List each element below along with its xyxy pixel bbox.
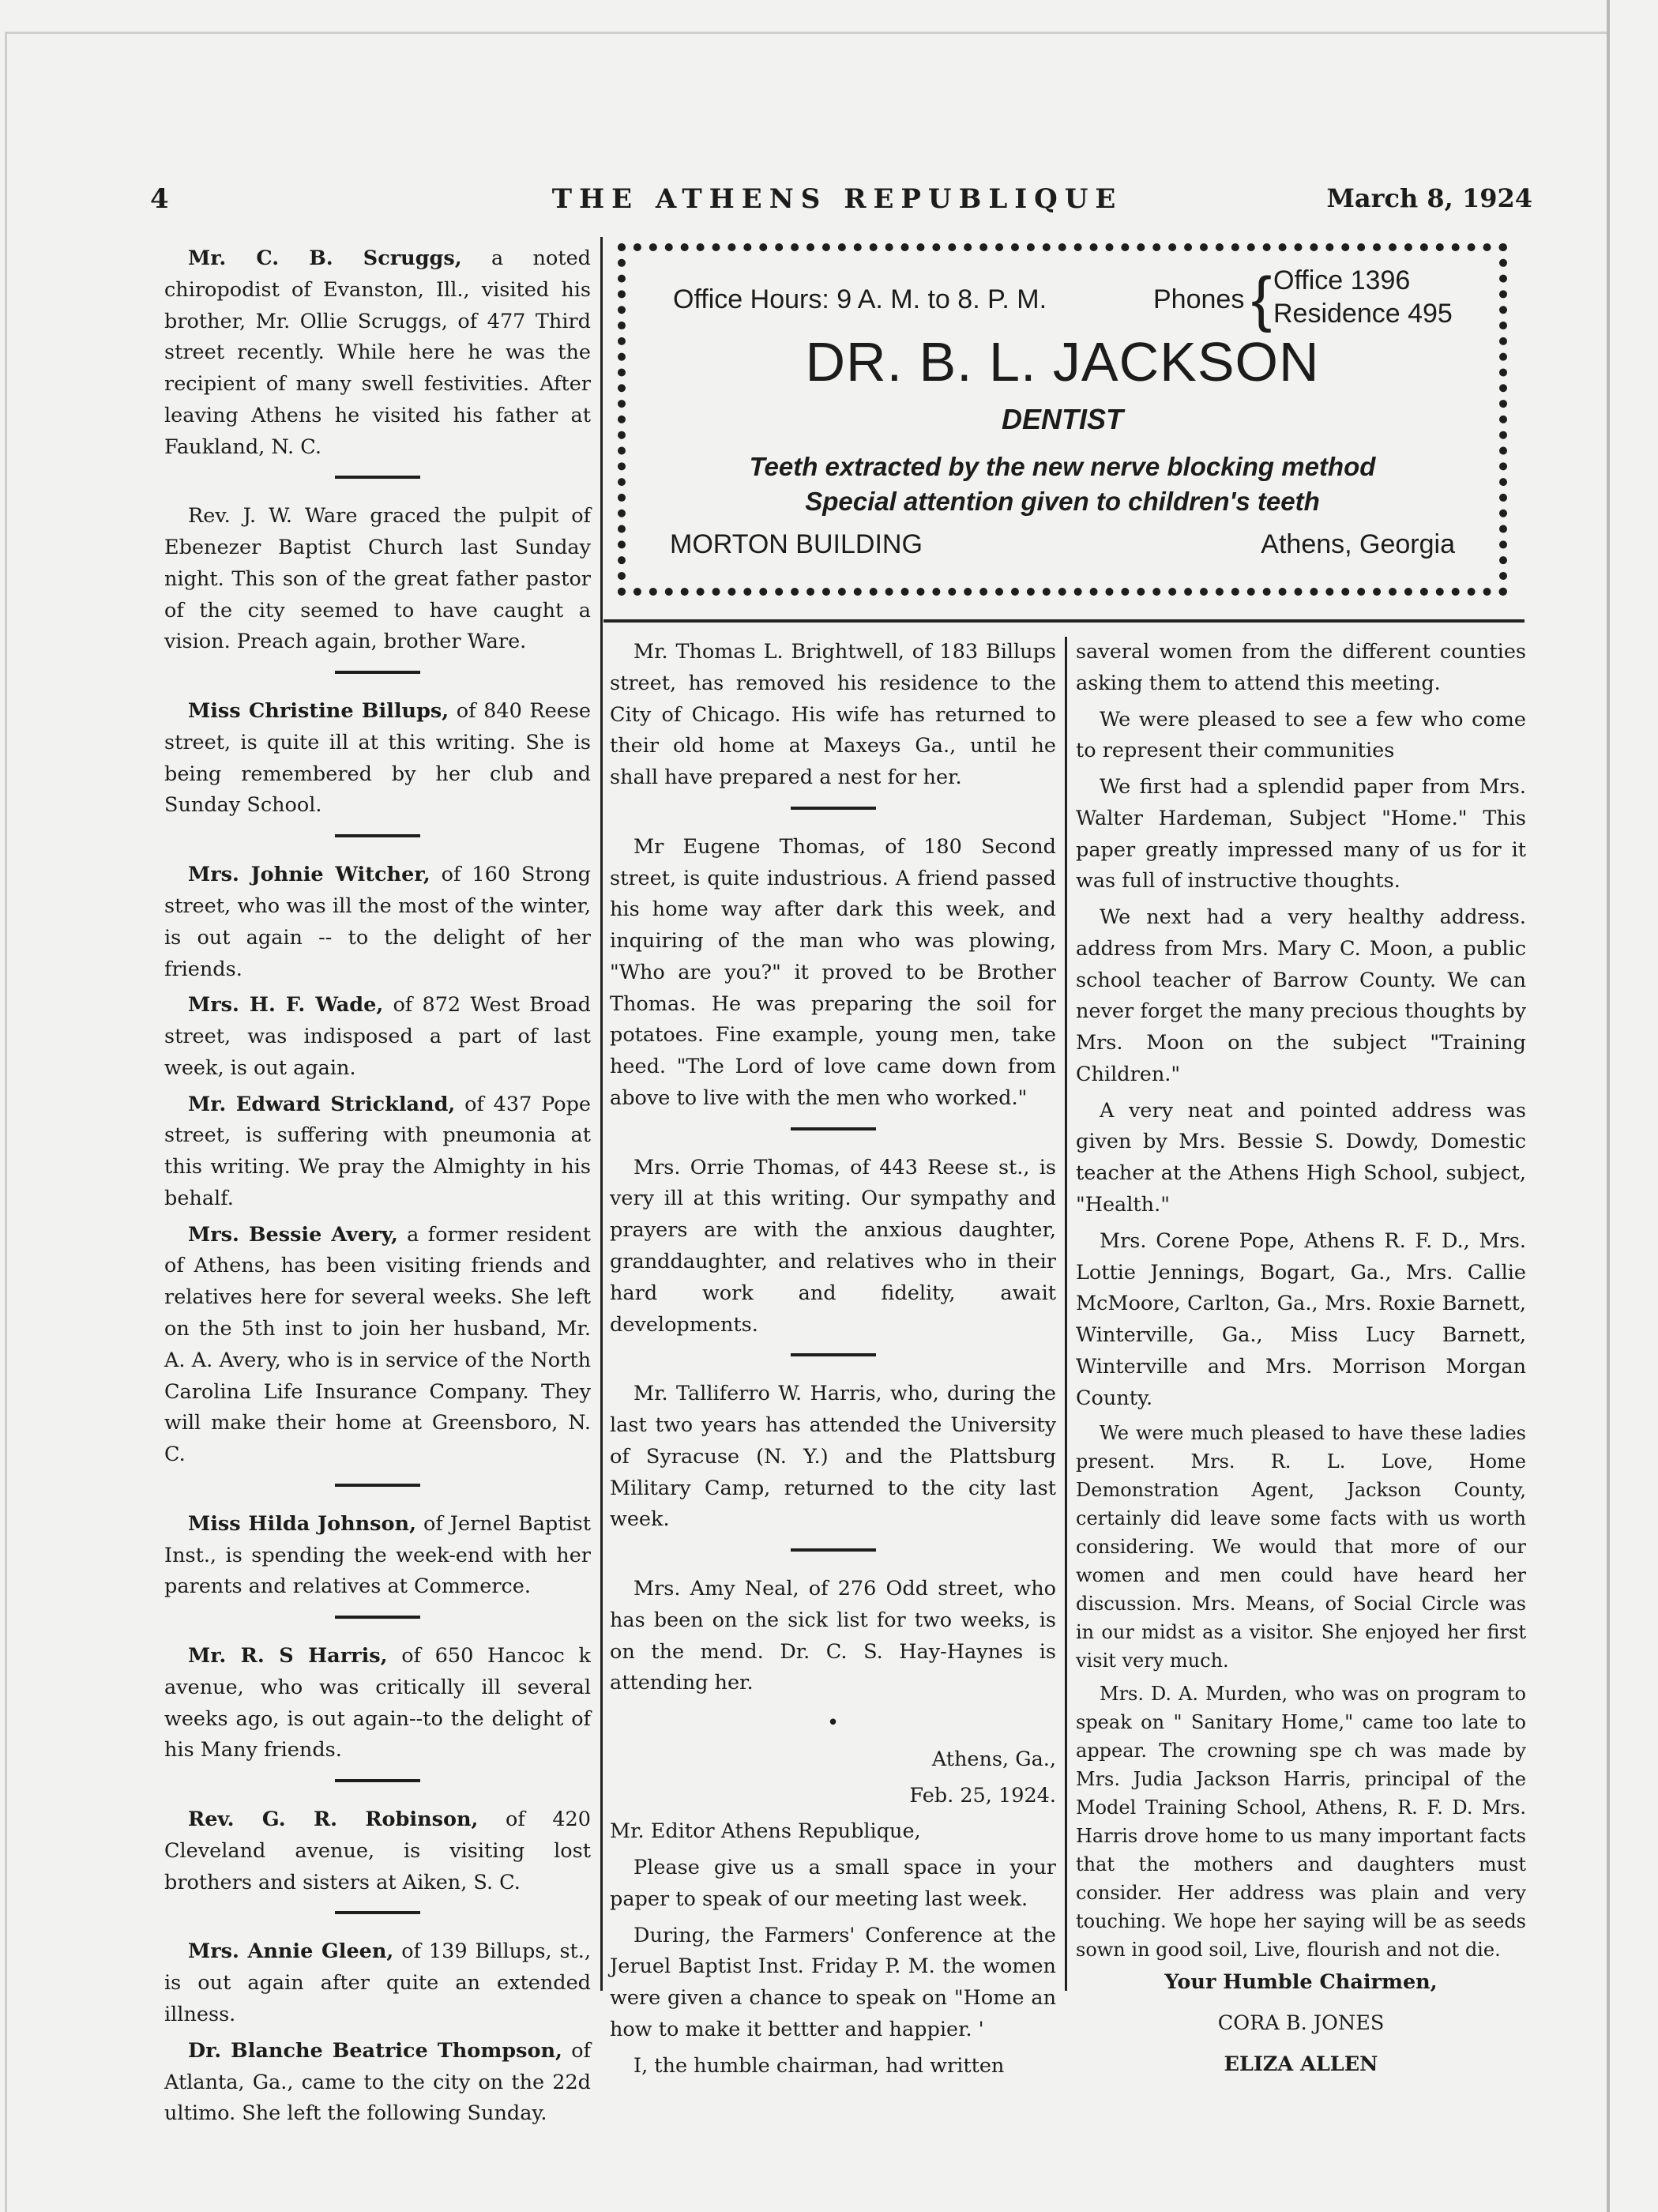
column-rule-1 [600, 237, 603, 1991]
column-rule-2 [1065, 637, 1067, 1991]
ad-phone-residence: Residence 495 [1273, 299, 1453, 329]
letter-date: Feb. 25, 1924. [909, 1783, 1056, 1808]
letter-signoff: Your Humble Chairmen, [1164, 1970, 1438, 1995]
ad-profession: DENTIST [1001, 403, 1123, 435]
item-brightwell: Mr. Thomas L. Brightwell, of 183 Billups street, has removed his residence to the City of Chicago. His wife has returned to their old home at Maxeys Ga., until he shall have prepared a nest for her. [610, 640, 1056, 790]
item-separator [791, 1353, 876, 1356]
item-amy-neal: Mrs. Amy Neal, of 276 Odd street, who has been on the sick list for two weeks, is on the mend. Dr. C. S. Hay-Haynes is attending her. [610, 1577, 1056, 1695]
letter-paragraph-1: Please give us a small space in your paper to speak of our meeting last week. [610, 1856, 1056, 1911]
item-witcher: Mrs. Johnie Witcher, of 160 Strong street, who was ill the most of the winter, is out again -- to the delight of her friends. [164, 863, 591, 981]
item-separator [335, 476, 420, 479]
item-johnson: Miss Hilda Johnson, of Jernel Baptist Inst., is spending the week-end with her parents and relatives at Commerce. [164, 1511, 591, 1599]
ad-city: Athens, Georgia [1261, 529, 1455, 559]
page-number: 4 [150, 183, 169, 215]
ad-phone-numbers [1273, 264, 1453, 330]
ad-dentist-name: DR. B. L. JACKSON [805, 331, 1320, 393]
column-2 [610, 637, 1056, 2086]
letter-continued-6: Mrs. Corene Pope, Athens R. F. D., Mrs. Lottie Jennings, Bogart, Ga., Mrs. Callie McMoore, Carlton, Ga., Mrs. Roxie Barnett, Winterville, Ga., Miss Lucy Barnett, Winterville and Mrs. Morrison Morgan County. [1076, 1228, 1526, 1410]
item-wade: Mrs. H. F. Wade, of 872 West Broad street, was indisposed a part of last week, is out again. [164, 993, 591, 1080]
letter-continued-2: We were pleased to see a few who come to represent their communities [1076, 707, 1526, 763]
letter-continued-1: saveral women from the different counties asking them to attend this meeting. [1076, 640, 1526, 695]
item-separator [791, 807, 876, 810]
item-robinson: Rev. G. R. Robinson, of 420 Cleveland avenue, is visiting lost brothers and sisters at Aiken, S. C. [164, 1808, 591, 1894]
column-3 [1076, 637, 1526, 2091]
masthead: THE ATHENS REPUBLIQUE [551, 183, 1123, 215]
item-billups: Miss Christine Billups, of 840 Reese street, is quite ill at this writing. She is being remembered by her club and Sunday School. [164, 699, 591, 818]
letter-paragraph-2: During, the Farmers' Conference at the Jeruel Baptist Inst. Friday P. M. the women were given a chance to speak on "Home an how to make it bettter and happier. ' [610, 1923, 1056, 2041]
page-edge-right [1607, 0, 1610, 2212]
ad-office-hours: Office Hours: 9 A. M. to 8. P. M. [673, 284, 1047, 314]
item-separator [791, 1548, 876, 1552]
letter-place: Athens, Ga., [931, 1747, 1056, 1771]
letter-continued-4: We next had a very healthy address. address from Mrs. Mary C. Moon, a public school teacher of Barrow County. We can never forget the many precious thoughts by Mrs. Moon on the subject "Training Children." [1076, 905, 1526, 1086]
ad-bottom-rule [603, 619, 1525, 623]
item-separator [335, 671, 420, 674]
item-avery: Mrs. Bessie Avery, a former resident of Athens, has been visiting friends and relatives here for several weeks. She left on the 5th inst to join her husband, Mr. A. A. Avery, who is in service of the North Carolina Life Insurance Company. They will make their home at Greensboro, N. C. [164, 1222, 591, 1467]
item-talliferro-harris: Mr. Talliferro W. Harris, who, during the last two years has attended the University of Syracuse (N. Y.) and the Plattsburg Military Camp, returned to the city last week. [610, 1382, 1056, 1532]
letter-signature-2: ELIZA ALLEN [1224, 2052, 1378, 2076]
dentist-advertisement [618, 243, 1507, 596]
ad-phone-office: Office 1396 [1273, 265, 1411, 295]
letter-continued-3: We first had a splendid paper from Mrs. Walter Hardeman, Subject "Home." This paper greatly impressed many of us for it was full of instructive thoughts. [1076, 775, 1526, 893]
letter-continued-8: Mrs. D. A. Murden, who was on program to speak on " Sanitary Home," came too late to appear. The crowning spe ch was made by Mrs. Judia Jackson Harris, principal of the Model Training School, Athens, R. F. D. Mrs. Harris drove home to us many important facts that the mothers and daughters must consider. Her address was plain and very touching. We hope her saying will be as seeds sown in good soil, Live, flourish and not die. [1076, 1683, 1526, 1962]
page-header [142, 183, 1532, 221]
item-thompson: Dr. Blanche Beatrice Thompson, of Atlanta, Ga., came to the city on the 22d ultimo. She left the following Sunday. [164, 2038, 591, 2126]
item-gleen: Mrs. Annie Gleen, of 139 Billups, st., is out again after quite an extended illness. [164, 1939, 591, 2026]
item-eugene-thomas: Mr Eugene Thomas, of 180 Second street, is quite industrious. A friend passed his home way after dark this week, and inquiring of the man who was plowing, "Who are you?" it proved to be Brother Thomas. He was preparing the soil for potatoes. Fine example, young men, take heed. "The Lord of love came down from above to live with the men who worked." [610, 834, 1056, 1110]
letter-continued-5: A very neat and pointed address was given by Mrs. Bessie S. Dowdy, Domestic teacher at the Athens High School, subject, "Health." [1076, 1098, 1526, 1217]
letter-paragraph-3: I, the humble chairman, had written [633, 2053, 1005, 2078]
item-ware: Rev. J. W. Ware graced the pulpit of Ebenezer Baptist Church last Sunday night. This son of the great father pastor of the city seemed to have caught a vision. Preach again, brother Ware. [164, 504, 591, 654]
issue-date: March 8, 1924 [1326, 183, 1532, 213]
item-separator [335, 1911, 420, 1914]
column-1 [164, 243, 591, 2142]
item-orrie-thomas: Mrs. Orrie Thomas, of 443 Reese st., is very ill at this writing. Our sympathy and prayers are with the anxious daughter, granddaughter, and relatives who in their hard work and fidelity, await developments. [610, 1155, 1056, 1337]
ad-tagline-1: Teeth extracted by the new nerve blocking method [749, 452, 1376, 481]
item-separator [335, 834, 420, 837]
letter-continued-7: We were much pleased to have these ladies present. Mrs. R. L. Love, Home Demonstration Agent, Jackson County, certainly did leave some facts with us worth considering. We would that more of our women and men could have heard her discussion. Mrs. Means, of Social Circle was in our midst as a visitor. She enjoyed her first visit very much. [1076, 1422, 1526, 1672]
item-separator [791, 1127, 876, 1130]
item-separator [335, 1779, 420, 1782]
page-edge-top [5, 32, 1608, 34]
item-harris: Mr. R. S Harris, of 650 Hancoc k avenue, who was critically ill several weeks ago, is out again--to the delight of his Many friends. [164, 1644, 591, 1762]
letter-signature-1: CORA B. JONES [1217, 2011, 1385, 2036]
brace-icon: { [1251, 264, 1273, 333]
ad-tagline-2: Special attention given to children's teeth [805, 487, 1320, 516]
bullet-dot: • [826, 1711, 840, 1736]
item-strickland: Mr. Edward Strickland, of 437 Pope street, is suffering with pneumonia at this writing. We pray the Almighty in his behalf. [164, 1092, 592, 1210]
page-edge-left [5, 32, 7, 2212]
letter-salutation: Mr. Editor Athens Republique, [610, 1819, 921, 1844]
item-separator [335, 1484, 420, 1487]
item-scruggs: Mr. C. B. Scruggs, a noted chiropodist of Evanston, Ill., visited his brother, Mr. Ollie Scruggs, of 477 Third street recently. While here he was the recipient of many swell festivities. After leaving Athens he visited his father at Faukland, N. C. [164, 246, 591, 459]
item-separator [335, 1616, 420, 1619]
ad-phones-label: Phones [1153, 284, 1245, 314]
ad-building: MORTON BUILDING [670, 529, 923, 559]
